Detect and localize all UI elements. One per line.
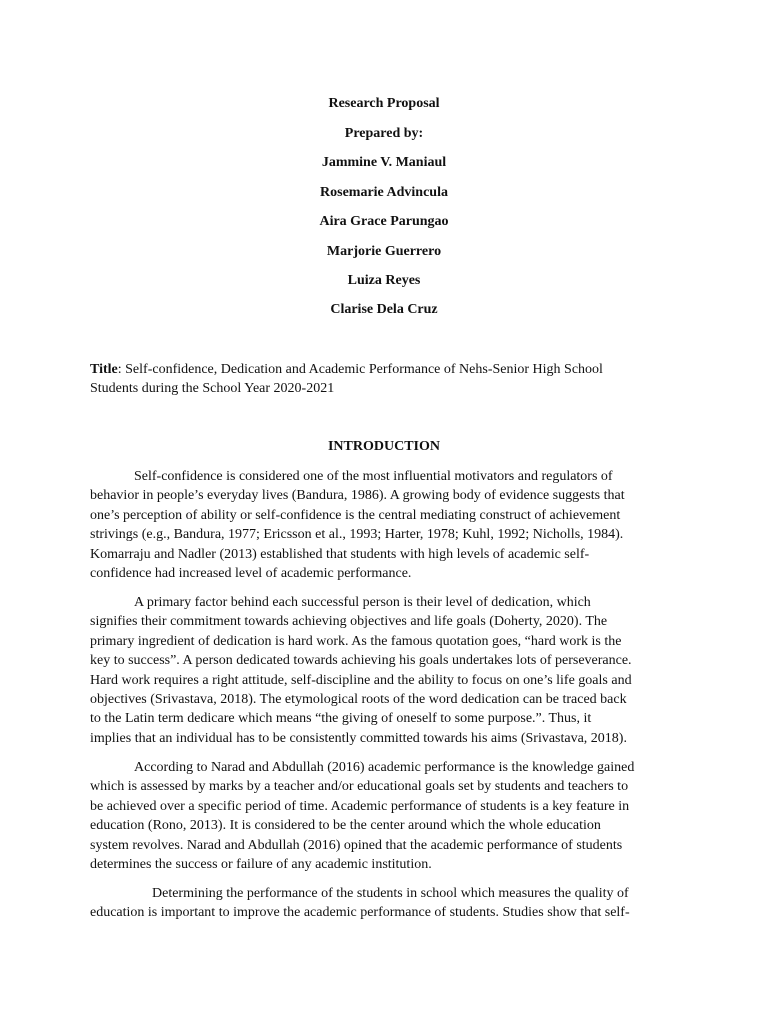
title-text-line: : Self-confidence, Dedication and Academic Performance of Nehs-Senior High School: [117, 362, 603, 377]
author-name: Marjorie Guerrero: [326, 244, 442, 259]
text-line: objectives (Srivastava, 2018). The etymological roots of the word dedication can be traced back: [90, 692, 627, 708]
author-name: Rosemarie Advincula: [320, 185, 448, 200]
text-line: implies that an individual has to be consistently committed towards his aims (Srivastava, 2018).: [90, 730, 627, 746]
text-line: key to success”. A person dedicated towards achieving his goals undertakes lots of perseverance.: [90, 653, 632, 669]
text-line: Self-confidence is considered one of the most influential motivators and regulators of: [134, 469, 613, 484]
text-line: signifies their commitment towards achieving objectives and life goals (Doherty, 2020). The: [90, 614, 608, 630]
paragraph: [90, 593, 678, 748]
text-line: Hard work requires a right attitude, self-discipline and the ability to focus on one’s life goals and: [90, 672, 632, 688]
text-line: which is assessed by marks by a teacher and/or educational goals set by students and teachers to: [90, 779, 629, 795]
text-line: one’s perception of ability or self-confidence is the central mediating construct of achievement: [90, 507, 621, 523]
text-line: education is important to improve the academic performance of students. Studies show that self-: [90, 905, 630, 921]
author-name: Aira Grace Parungao: [319, 214, 449, 229]
author-name: Jammine V. Maniaul: [321, 155, 447, 170]
title-text-line: Students during the School Year 2020-2021: [90, 381, 335, 396]
prepared-by-label: Prepared by:: [344, 126, 424, 141]
text-line: strivings (e.g., Bandura, 1977; Ericsson et al., 1993; Harter, 1978; Kuhl, 1992; Nicholls, 1984).: [90, 527, 624, 543]
text-line: behavior in people’s everyday lives (Bandura, 1986). A growing body of evidence suggests that: [90, 488, 625, 504]
title-label: Title: [90, 362, 118, 377]
text-line: confidence had increased level of academic performance.: [90, 566, 412, 582]
text-line: to the Latin term dedicare which means “the giving of oneself to some purpose.”. Thus, it: [90, 711, 592, 727]
paragraph: [90, 884, 678, 923]
text-line: primary ingredient of dedication is hard work. As the famous quotation goes, “hard work is the: [90, 633, 622, 649]
text-line: Determining the performance of the students in school which measures the quality of: [152, 886, 629, 901]
section-heading: INTRODUCTION: [327, 439, 440, 454]
text-line: education (Rono, 2013). It is considered to be the center around which the whole education: [90, 818, 601, 834]
document-type: Research Proposal: [328, 96, 440, 111]
text-line: system revolves. Narad and Abdullah (2016) opined that the academic performance of students: [90, 837, 623, 853]
author-name: Clarise Dela Cruz: [330, 302, 438, 317]
paragraph: [90, 467, 678, 583]
text-line: determines the success or failure of any academic institution.: [90, 857, 432, 873]
paragraph: [90, 758, 678, 874]
text-line: be achieved over a specific period of time. Academic performance of students is a key feature in: [90, 798, 630, 814]
text-line: A primary factor behind each successful person is their level of dedication, which: [134, 595, 591, 610]
proposal-title: [90, 360, 690, 398]
text-line: Komarraju and Nadler (2013) established that students with high levels of academic self-: [90, 546, 590, 562]
author-name: Luiza Reyes: [347, 273, 421, 288]
text-line: According to Narad and Abdullah (2016) academic performance is the knowledge gained: [134, 760, 635, 775]
